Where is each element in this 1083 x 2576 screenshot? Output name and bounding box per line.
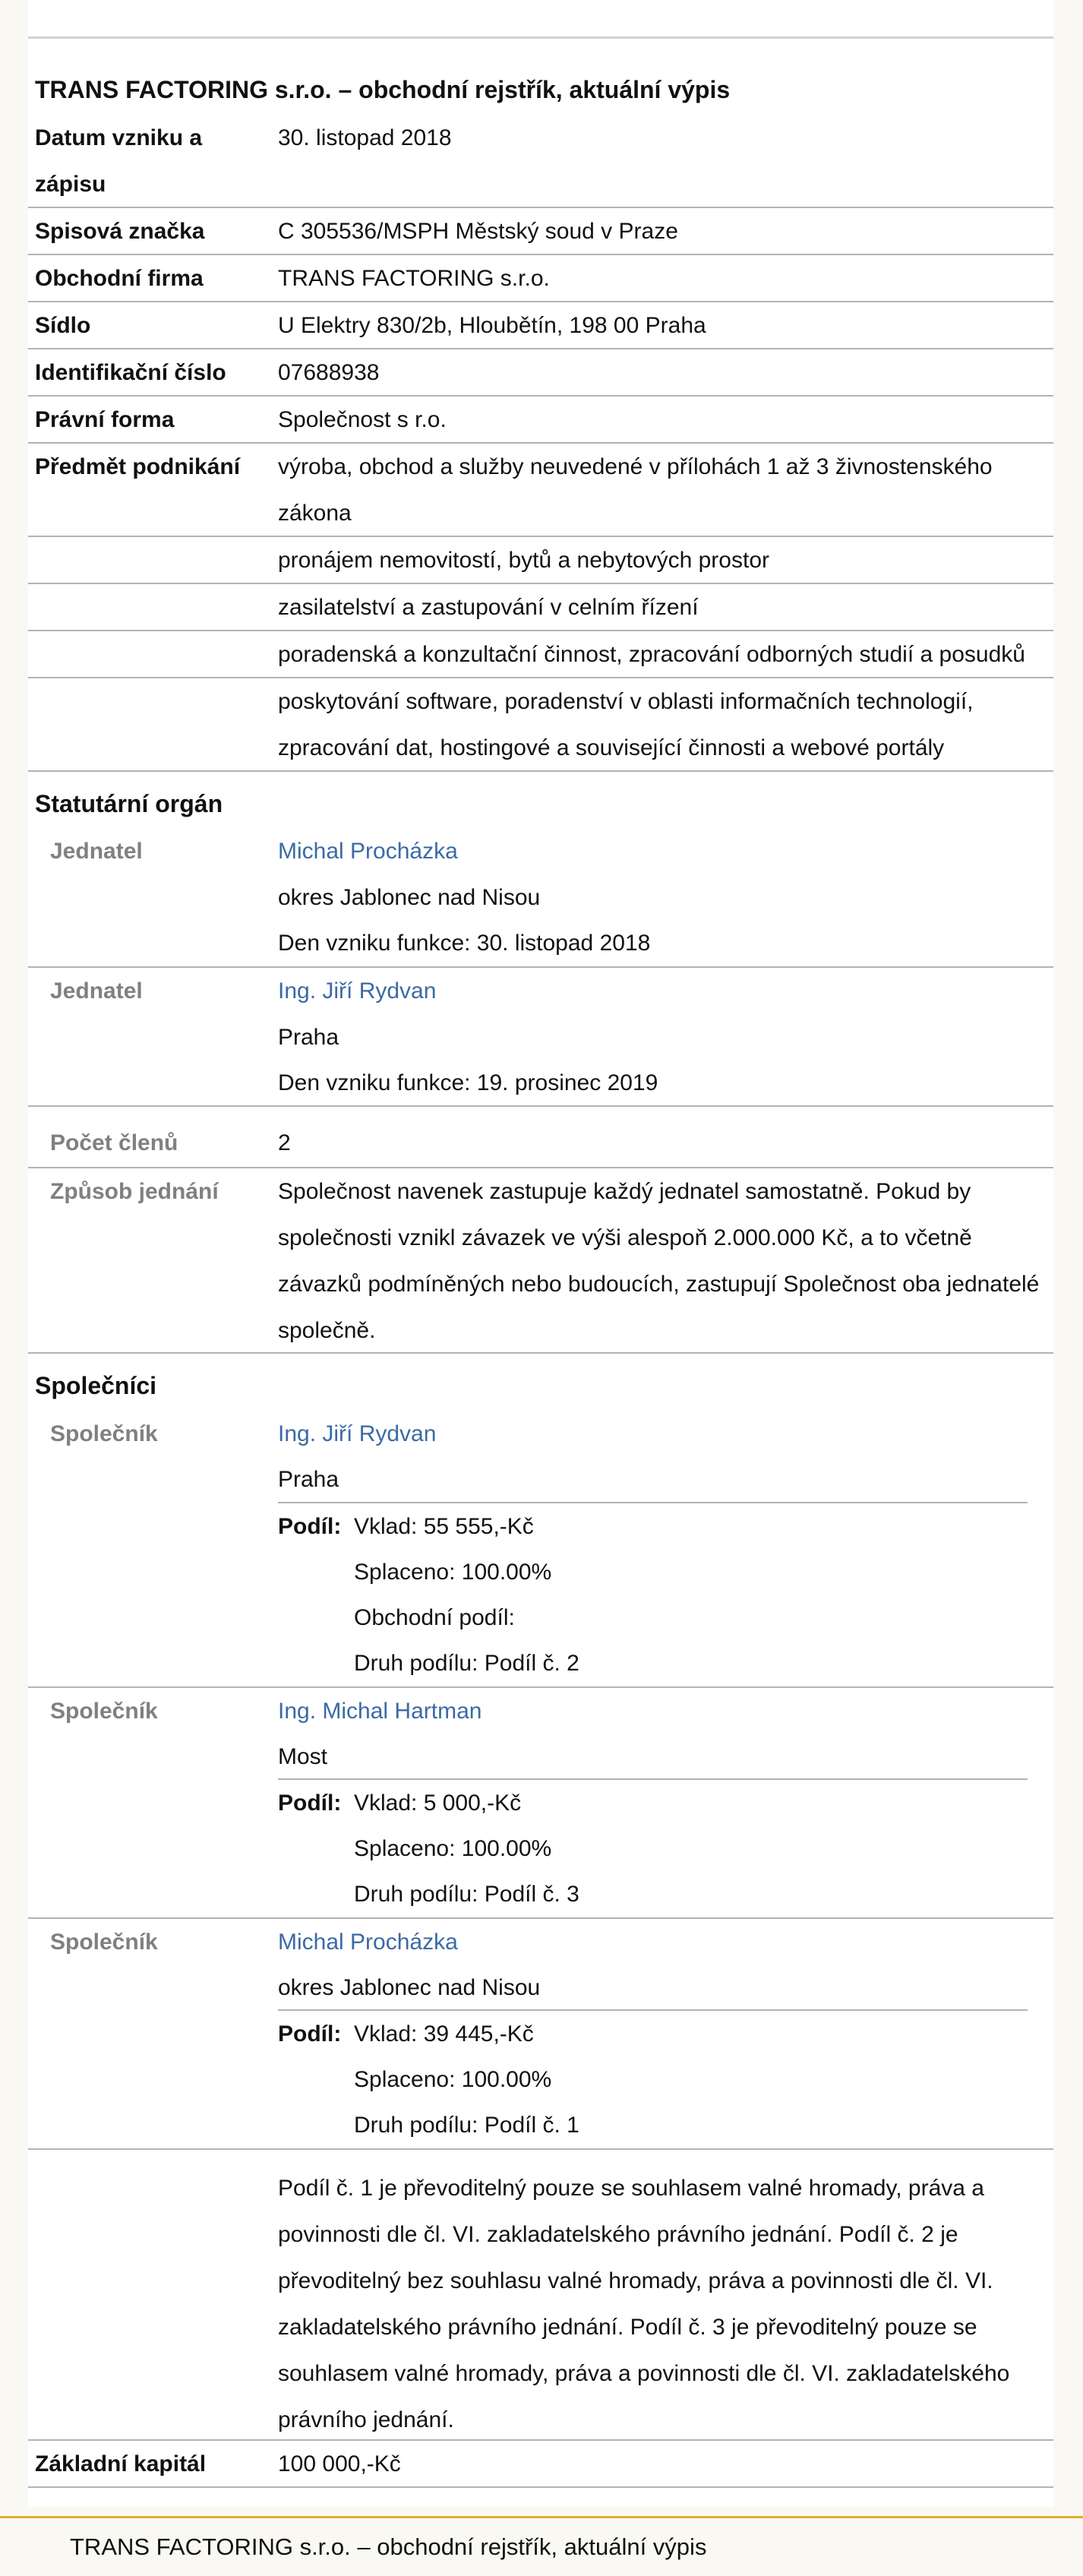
document-page [28,0,1053,2507]
podil-druh: Druh podílu: Podíl č. 3 [354,1882,579,1907]
jednatel-name-link[interactable]: Michal Procházka [278,839,458,864]
podil-label: Podíl: [278,1514,342,1539]
spis-label: Spisová značka [35,219,205,244]
podil-label: Podíl: [278,1791,342,1816]
jednatel-since: Den vzniku funkce: 30. listopad 2018 [278,931,651,956]
divider [28,1352,1053,1354]
spolecnik-name-link[interactable]: Michal Procházka [278,1930,458,1955]
firma-value: TRANS FACTORING s.r.o. [278,266,550,291]
predmet-item: poskytování software, poradenství v oblasti informačních technologií, zpracování dat, hostingové a související činnosti a webové portály [278,689,974,760]
spolecnik-name-link[interactable]: Ing. Jiří Rydvan [278,1421,437,1446]
divider [28,2486,1053,2488]
podil-splaceno: Splaceno: 100.00% [354,1560,552,1585]
podil-splaceno: Splaceno: 100.00% [354,2067,552,2092]
podil-vklad: Vklad: 5 000,-Kč [354,1791,522,1816]
divider [28,2148,1053,2150]
zpusob-value: Společnost navenek zastupuje každý jednatel samostatně. Pokud by společnosti vznikl závazek ve výši alespoň 2.000.000 Kč, a to včetně závazků podmíněných nebo budoucích, zastupují Společnost oba jednatelé společně. [278,1179,1040,1343]
spolecnik-place: okres Jablonec nad Nisou [278,1975,541,2000]
ico-label: Identifikační číslo [35,360,226,385]
footer-text: TRANS FACTORING s.r.o. – obchodní rejstřík, aktuální výpis [70,2533,707,2560]
jednatel-role: Jednatel [50,839,143,864]
predmet-item: zasilatelství a zastupování v celním řízení [278,595,699,620]
forma-value: Společnost s r.o. [278,407,447,432]
spolecnik-role: Společník [50,1930,158,1955]
predmet-item: poradenská a konzultační činnost, zpracování odborných studií a posudků [278,642,1025,667]
spolecnik-name-link[interactable]: Ing. Michal Hartman [278,1699,482,1724]
divider [28,770,1053,772]
spolecnik-place: Most [278,1744,328,1769]
ico-value: 07688938 [278,360,380,385]
kapital-value: 100 000,-Kč [278,2451,401,2476]
jednatel-place: okres Jablonec nad Nisou [278,885,541,910]
podil-druh: Druh podílu: Podíl č. 2 [354,1651,579,1676]
datum-label-2: zápisu [35,172,106,197]
divider [28,1105,1053,1107]
firma-label: Obchodní firma [35,266,204,291]
podil-splaceno: Splaceno: 100.00% [354,1836,552,1861]
spis-value: C 305536/MSPH Městský soud v Praze [278,219,678,244]
statutar-heading: Statutární orgán [35,790,223,817]
spolecnik-role: Společník [50,1699,158,1724]
predmet-item: pronájem nemovitostí, bytů a nebytových prostor [278,548,769,573]
pocet-value: 2 [278,1130,291,1155]
sidlo-label: Sídlo [35,313,91,338]
spolecnik-place: Praha [278,1467,339,1492]
predmet-label: Předmět podnikání [35,454,241,479]
podil-note: Podíl č. 1 je převoditelný pouze se souhlasem valné hromady, práva a povinnosti dle čl. VI. zakladatelského právního jednání. Podíl č. 2 je převoditelný bez souhlasu valné hromady, práva a povinnosti dle čl. VI. zakladatelského právního jednání. Podíl č. 3 je převoditelný pouze se souhlasem valné hromady, práva a povinnosti dle čl. VI. zakladatelského právního jednání. [278,2176,1010,2432]
podil-vklad: Vklad: 39 445,-Kč [354,2021,534,2047]
spolecnici-heading: Společníci [35,1372,157,1399]
footer [0,2516,1083,2576]
predmet-item: výroba, obchod a služby neuvedené v přílohách 1 až 3 živnostenského zákona [278,454,993,526]
jednatel-place: Praha [278,1025,339,1050]
jednatel-role: Jednatel [50,978,143,1004]
kapital-label: Základní kapitál [35,2451,207,2476]
podil-label: Podíl: [278,2021,342,2047]
datum-label: Datum vzniku a [35,125,203,150]
forma-label: Právní forma [35,407,175,432]
zpusob-label: Způsob jednání [50,1179,219,1204]
document-title: TRANS FACTORING s.r.o. – obchodní rejstřík, aktuální výpis [35,76,731,103]
jednatel-name-link[interactable]: Ing. Jiří Rydvan [278,978,437,1004]
top-rule [28,36,1053,39]
pocet-label: Počet členů [50,1130,178,1155]
podil-vklad: Vklad: 55 555,-Kč [354,1514,534,1539]
podil-obchodni: Obchodní podíl: [354,1605,515,1630]
jednatel-since: Den vzniku funkce: 19. prosinec 2019 [278,1070,658,1095]
datum-value: 30. listopad 2018 [278,125,452,150]
spolecnik-role: Společník [50,1421,158,1446]
podil-druh: Druh podílu: Podíl č. 1 [354,2113,579,2138]
sidlo-value: U Elektry 830/2b, Hloubětín, 198 00 Praha [278,313,706,338]
